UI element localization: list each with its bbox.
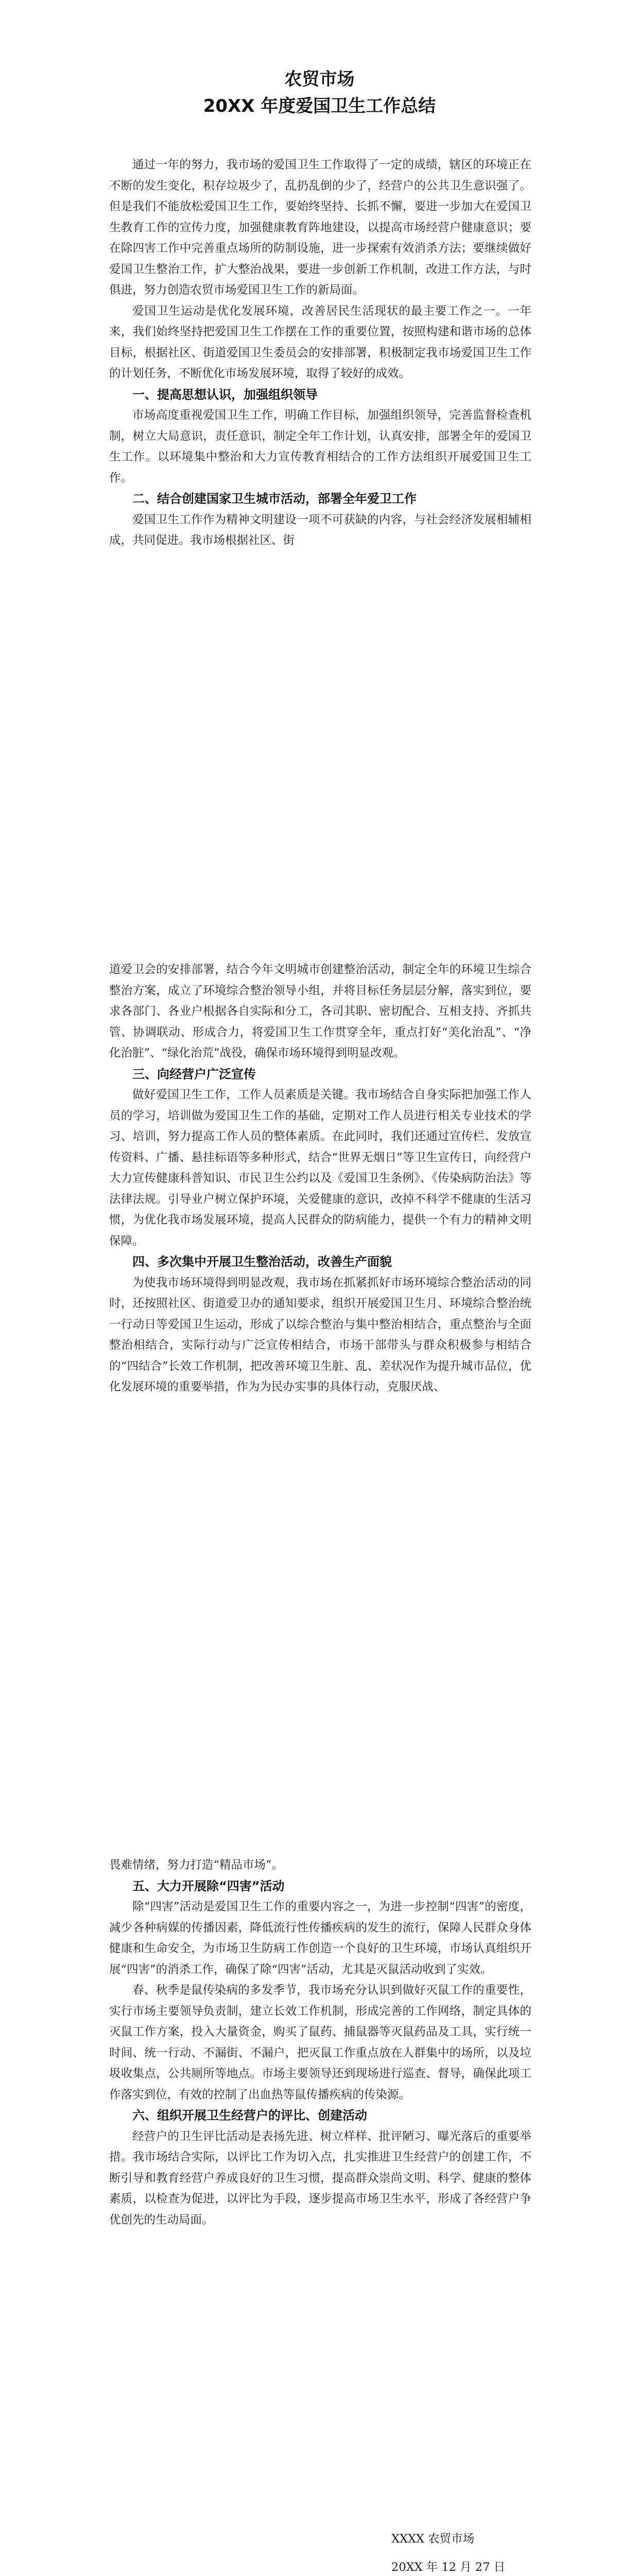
section-1-paragraph: 市场高度重视爱国卫生工作，明确工作目标，加强组织领导，完善监督检查机制，树立大局意识，责任意识，制定全年工作计划，认真安排，部署全年的爱国卫生工作。以环境集中整治和大力宣传教育相结合的工作方法组织开展爱国卫生工作。 xyxy=(109,409,531,485)
signature-organization: XXXX 农贸市场 xyxy=(391,2532,475,2546)
signature-date: 20XX 年 12 月 27 日 xyxy=(391,2561,506,2574)
section-2-paragraph-continued: 道爱卫会的安排部署，结合今年文明城市创建整治活动，制定全年的环境卫生综合整治方案，成立了环境综合整治领导小组，并将目标任务层层分解，落实到位，要求各部门、各业户根据各自实际和分工，各司其职、密切配合、互相支持、齐抓共管、协调联动、形成合力，将爱国卫生工作贯穿全年，重点打好“美化治乱”、“净化治脏”、“绿化治荒”战役，确保市场环境得到明显改观。 xyxy=(109,963,531,1060)
section-5-paragraph-1: 除“四害”活动是爱国卫生工作的重要内容之一，为进一步控制“四害”的密度，减少各种病媒的传播因素，降低流行性传播疾病的发生的流行，保障人民群众身体健康和生命安全，为市场卫生防病工作创造一个良好的卫生环境，市场认真组织开展“四害”的消杀工作，确保了除“四害”活动，尤其是灭鼠活动收到了实效。 xyxy=(109,1900,531,1976)
intro-paragraph-2: 爱国卫生运动是优化发展环境，改善居民生活现状的最主要工作之一。一年来，我们始终坚持把爱国卫生工作摆在工作的重要位置，按照构建和谐市场的总体目标，根据社区、街道爱国卫生委员会的安排部署，积极制定我市场爱国卫生工作的计划任务，不断优化市场发展环境，取得了较好的成效。 xyxy=(109,304,531,380)
body-block-1 xyxy=(109,155,531,551)
section-heading-2: 二、结合创建国家卫生城市活动，部署全年爱卫工作 xyxy=(132,492,417,506)
section-4-paragraph-continued: 畏难情绪，努力打造“精品市场”。 xyxy=(109,1858,284,1872)
section-heading-5: 五、大力开展除“四害”活动 xyxy=(132,1878,285,1893)
section-2-paragraph-start: 爱国卫生工作作为精神文明建设一项不可获缺的内容，与社会经济发展相辅相成，共同促进。我市场根据社区、街 xyxy=(109,513,531,547)
section-5-paragraph-2: 春、秋季是鼠传染病的多发季节，我市场充分认识到做好灭鼠工作的重要性，实行市场主要领导负责制，建立长效工作机制，形成完善的工作网络，制定具体的灭鼠工作方案，投入大量资金，购买了鼠药、捕鼠器等灭鼠药品及工具，实行统一时间、统一行动、不漏街、不漏户，把灭鼠工作重点放在人群集中的场所，以及垃圾收集点，公共厕所等地点。市场主要领导还到现场进行巡查、督导，确保此项工作落实到位，有效的控制了出血热等鼠传播疾病的传染源。 xyxy=(109,1984,531,2102)
body-block-3 xyxy=(109,1855,531,2230)
section-heading-3: 三、向经营户广泛宣传 xyxy=(132,1066,256,1081)
document-title: 农贸市场 xyxy=(284,69,355,90)
body-block-2 xyxy=(109,959,531,1398)
section-4-paragraph-start: 为使我市场环境得到明显改观，我市场在抓紧抓好市场环境综合整治活动的同时，还按照社区、街道爱卫办的通知要求，组织开展爱国卫生月、环境综合整治统一行动日等爱国卫生运动，形成了以综合整治与集中整治相结合，重点整治与全面整治相结合，实际行动与广泛宣传相结合，市场干部带头与群众积极参与相结合的“四结合”长效工作机制，把改善环境卫生脏、乱、差状况作为提升城市品位，优化发展环境的重要举措，作为为民办实事的具体行动，克服厌战、 xyxy=(109,1276,531,1394)
section-3-paragraph: 做好爱国卫生工作，工作人员素质是关键。我市场结合自身实际把加强工作人员的学习，培训做为爱国卫生工作的基础，定期对工作人员进行相关专业技术的学习、培训，努力提高工作人员的整体素质。在此同时，我们还通过宣传栏、发放宣传资料、广播、悬挂标语等多种形式，结合“世界无烟日”等卫生宣传日，向经营户大力宣传健康科普知识、市民卫生公约以及《爱国卫生条例》、《传染病防治法》等法律法规。引导业户树立保护环境，关爱健康的意识，改掉不科学不健康的生活习惯，为优化我市场发展环境，提高人民群众的防病能力，提供一个有力的精神文明保障。 xyxy=(109,1088,531,1248)
section-heading-6: 六、组织开展卫生经营户的评比、创建活动 xyxy=(132,2108,367,2123)
section-heading-4: 四、多次集中开展卫生整治活动，改善生产面貌 xyxy=(132,1255,392,1269)
section-6-paragraph: 经营户的卫生评比活动是表扬先进、树立样样、批评陋习、曝光落后的重要举措。我市场结合实际，以评比工作为切入点，扎实推进卫生经营户的创建工作，不断引导和教育经营户养成良好的卫生习惯，提高群众崇尚文明、科学、健康的整体素质，以检查为促进，以评比为手段，逐步提高市场卫生水平，形成了各经营户争优创先的生动局面。 xyxy=(109,2129,531,2227)
section-heading-1: 一、提高思想认识，加强组织领导 xyxy=(132,387,318,402)
intro-paragraph-1: 通过一年的努力，我市场的爱国卫生工作取得了一定的成绩，辖区的环境正在不断的发生变化，积存垃圾少了，乱扔乱倒的少了，经营户的公共卫生意识强了。但是我们不能放松爱国卫生工作，要始终坚持、长抓不懈，要进一步加大在爱国卫生教育工作的宣传力度，加强健康教育阵地建设，以提高市场经营户健康意识；要在除四害工作中完善重点场所的防制设施，进一步探索有效消杀方法；要继续做好爱国卫生整治工作，扩大整治战果，要进一步创新工作机制，改进工作方法，与时俱进，努力创造农贸市场爱国卫生工作的新局面。 xyxy=(109,158,531,297)
document-subtitle: 20XX 年度爱国卫生工作总结 xyxy=(203,96,436,116)
